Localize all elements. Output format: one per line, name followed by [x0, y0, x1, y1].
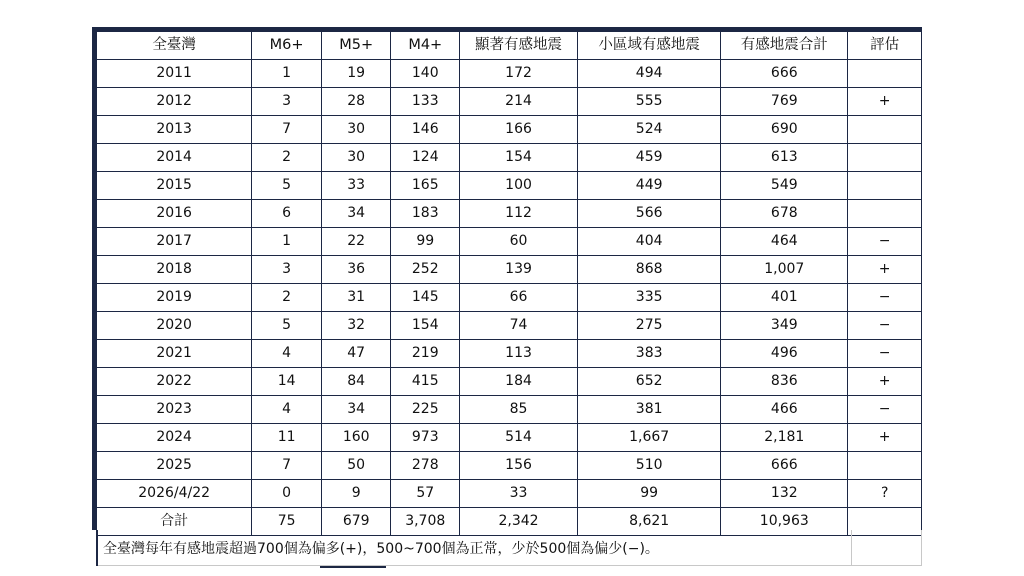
cell-m6: 0: [252, 480, 322, 508]
cell-significant: 112: [460, 200, 578, 228]
cell-m5: 30: [321, 144, 391, 172]
cell-m4: 973: [391, 424, 460, 452]
cell-m6: 75: [252, 508, 322, 536]
table-row: [97, 340, 922, 368]
cell-m5: 679: [321, 508, 391, 536]
cell-small-area: 275: [578, 312, 721, 340]
earthquake-table: [96, 31, 922, 536]
cell-significant: 139: [460, 256, 578, 284]
cell-total-felt: 836: [721, 368, 848, 396]
cell-m4: 165: [391, 172, 460, 200]
cell-year: 2025: [97, 452, 252, 480]
cell-significant: 74: [460, 312, 578, 340]
cell-m4: 146: [391, 116, 460, 144]
table-row: [97, 88, 922, 116]
cell-m4: 183: [391, 200, 460, 228]
cell-significant: 514: [460, 424, 578, 452]
header-small-area: 小區域有感地震: [578, 32, 721, 60]
cell-evaluation: [848, 144, 922, 172]
header-significant: 顯著有感地震: [460, 32, 578, 60]
underline-mark: [320, 566, 386, 568]
cell-evaluation: +: [848, 368, 922, 396]
cell-m6: 3: [252, 256, 322, 284]
cell-m5: 28: [321, 88, 391, 116]
cell-year: 2016: [97, 200, 252, 228]
cell-m4: 124: [391, 144, 460, 172]
cell-small-area: 381: [578, 396, 721, 424]
cell-m4: 252: [391, 256, 460, 284]
note-separator: [851, 530, 852, 566]
cell-m6: 14: [252, 368, 322, 396]
cell-m5: 33: [321, 172, 391, 200]
cell-m4: 140: [391, 60, 460, 88]
cell-m4: 225: [391, 396, 460, 424]
cell-year: 2011: [97, 60, 252, 88]
cell-year: 2012: [97, 88, 252, 116]
header-region: 全臺灣: [97, 32, 252, 60]
cell-m5: 160: [321, 424, 391, 452]
cell-m4: 154: [391, 312, 460, 340]
cell-total-felt: 466: [721, 396, 848, 424]
cell-total-felt: 549: [721, 172, 848, 200]
cell-year: 2023: [97, 396, 252, 424]
header-evaluation: 評估: [848, 32, 922, 60]
header-m5: M5+: [321, 32, 391, 60]
cell-m6: 7: [252, 452, 322, 480]
cell-evaluation: [848, 172, 922, 200]
cell-m5: 34: [321, 396, 391, 424]
cell-small-area: 335: [578, 284, 721, 312]
cell-total-felt: 678: [721, 200, 848, 228]
header-total-felt: 有感地震合計: [721, 32, 848, 60]
cell-significant: 184: [460, 368, 578, 396]
note-left-border: [96, 530, 98, 566]
table-row: [97, 312, 922, 340]
cell-m6: 2: [252, 284, 322, 312]
cell-m5: 34: [321, 200, 391, 228]
cell-evaluation: +: [848, 256, 922, 284]
cell-small-area: 652: [578, 368, 721, 396]
cell-year: 2017: [97, 228, 252, 256]
cell-small-area: 555: [578, 88, 721, 116]
cell-evaluation: −: [848, 228, 922, 256]
cell-small-area: 566: [578, 200, 721, 228]
cell-evaluation: [848, 116, 922, 144]
cell-total-felt: 613: [721, 144, 848, 172]
table-row: [97, 256, 922, 284]
cell-evaluation: [848, 452, 922, 480]
cell-evaluation: [848, 60, 922, 88]
cell-small-area: 99: [578, 480, 721, 508]
cell-m5: 30: [321, 116, 391, 144]
cell-small-area: 383: [578, 340, 721, 368]
cell-m6: 4: [252, 340, 322, 368]
cell-m6: 5: [252, 312, 322, 340]
cell-significant: 85: [460, 396, 578, 424]
cell-total-felt: 2,181: [721, 424, 848, 452]
cell-m6: 1: [252, 60, 322, 88]
cell-total-felt: 464: [721, 228, 848, 256]
cell-total-felt: 1,007: [721, 256, 848, 284]
cell-significant: 100: [460, 172, 578, 200]
cell-significant: 60: [460, 228, 578, 256]
cell-m6: 1: [252, 228, 322, 256]
cell-year: 合計: [97, 508, 252, 536]
cell-m5: 22: [321, 228, 391, 256]
header-m4: M4+: [391, 32, 460, 60]
cell-year: 2024: [97, 424, 252, 452]
cell-m5: 84: [321, 368, 391, 396]
cell-m4: 219: [391, 340, 460, 368]
cell-evaluation: −: [848, 396, 922, 424]
cell-year: 2026/4/22: [97, 480, 252, 508]
table-row: [97, 60, 922, 88]
cell-small-area: 449: [578, 172, 721, 200]
cell-total-felt: 349: [721, 312, 848, 340]
cell-m5: 31: [321, 284, 391, 312]
cell-m4: 145: [391, 284, 460, 312]
cell-m4: 99: [391, 228, 460, 256]
cell-evaluation: +: [848, 88, 922, 116]
table-row: [97, 480, 922, 508]
cell-m5: 47: [321, 340, 391, 368]
cell-total-felt: 401: [721, 284, 848, 312]
cell-m6: 5: [252, 172, 322, 200]
cell-small-area: 404: [578, 228, 721, 256]
cell-m6: 7: [252, 116, 322, 144]
cell-year: 2021: [97, 340, 252, 368]
cell-small-area: 494: [578, 60, 721, 88]
cell-m5: 9: [321, 480, 391, 508]
cell-year: 2013: [97, 116, 252, 144]
cell-total-felt: 496: [721, 340, 848, 368]
cell-m4: 133: [391, 88, 460, 116]
cell-evaluation: −: [848, 340, 922, 368]
cell-total-felt: 132: [721, 480, 848, 508]
cell-small-area: 459: [578, 144, 721, 172]
cell-total-felt: 666: [721, 60, 848, 88]
cell-m4: 415: [391, 368, 460, 396]
table-row: [97, 452, 922, 480]
table-row: [97, 228, 922, 256]
cell-m6: 11: [252, 424, 322, 452]
cell-significant: 166: [460, 116, 578, 144]
header-m6: M6+: [252, 32, 322, 60]
cell-m4: 278: [391, 452, 460, 480]
table-row: [97, 424, 922, 452]
cell-total-felt: 666: [721, 452, 848, 480]
cell-m6: 6: [252, 200, 322, 228]
cell-total-felt: 769: [721, 88, 848, 116]
cell-small-area: 1,667: [578, 424, 721, 452]
table-header-row: [97, 32, 922, 60]
cell-significant: 33: [460, 480, 578, 508]
cell-evaluation: −: [848, 312, 922, 340]
cell-evaluation: −: [848, 284, 922, 312]
cell-small-area: 8,621: [578, 508, 721, 536]
cell-year: 2015: [97, 172, 252, 200]
cell-evaluation: [848, 200, 922, 228]
cell-year: 2020: [97, 312, 252, 340]
cell-significant: 156: [460, 452, 578, 480]
cell-m5: 36: [321, 256, 391, 284]
cell-year: 2018: [97, 256, 252, 284]
cell-significant: 66: [460, 284, 578, 312]
cell-small-area: 868: [578, 256, 721, 284]
table-row: [97, 368, 922, 396]
cell-year: 2014: [97, 144, 252, 172]
cell-significant: 154: [460, 144, 578, 172]
cell-total-felt: 10,963: [721, 508, 848, 536]
table-row: [97, 172, 922, 200]
table-body: [97, 60, 922, 536]
cell-evaluation: +: [848, 424, 922, 452]
cell-m5: 19: [321, 60, 391, 88]
table-row: [97, 200, 922, 228]
cell-total-felt: 690: [721, 116, 848, 144]
cell-significant: 172: [460, 60, 578, 88]
cell-evaluation: ?: [848, 480, 922, 508]
cell-significant: 2,342: [460, 508, 578, 536]
cell-m5: 32: [321, 312, 391, 340]
cell-year: 2019: [97, 284, 252, 312]
legend-note: 全臺灣每年有感地震超過700個為偏多(+)，500~700個為正常，少於500個為偏少(−)。: [103, 541, 659, 557]
table-row: [97, 396, 922, 424]
cell-significant: 214: [460, 88, 578, 116]
cell-m4: 3,708: [391, 508, 460, 536]
cell-m6: 2: [252, 144, 322, 172]
cell-m5: 50: [321, 452, 391, 480]
cell-m6: 3: [252, 88, 322, 116]
cell-small-area: 524: [578, 116, 721, 144]
cell-year: 2022: [97, 368, 252, 396]
cell-m6: 4: [252, 396, 322, 424]
cell-significant: 113: [460, 340, 578, 368]
table-row: [97, 284, 922, 312]
table-row: [97, 144, 922, 172]
table-row: [97, 116, 922, 144]
cell-m4: 57: [391, 480, 460, 508]
cell-small-area: 510: [578, 452, 721, 480]
